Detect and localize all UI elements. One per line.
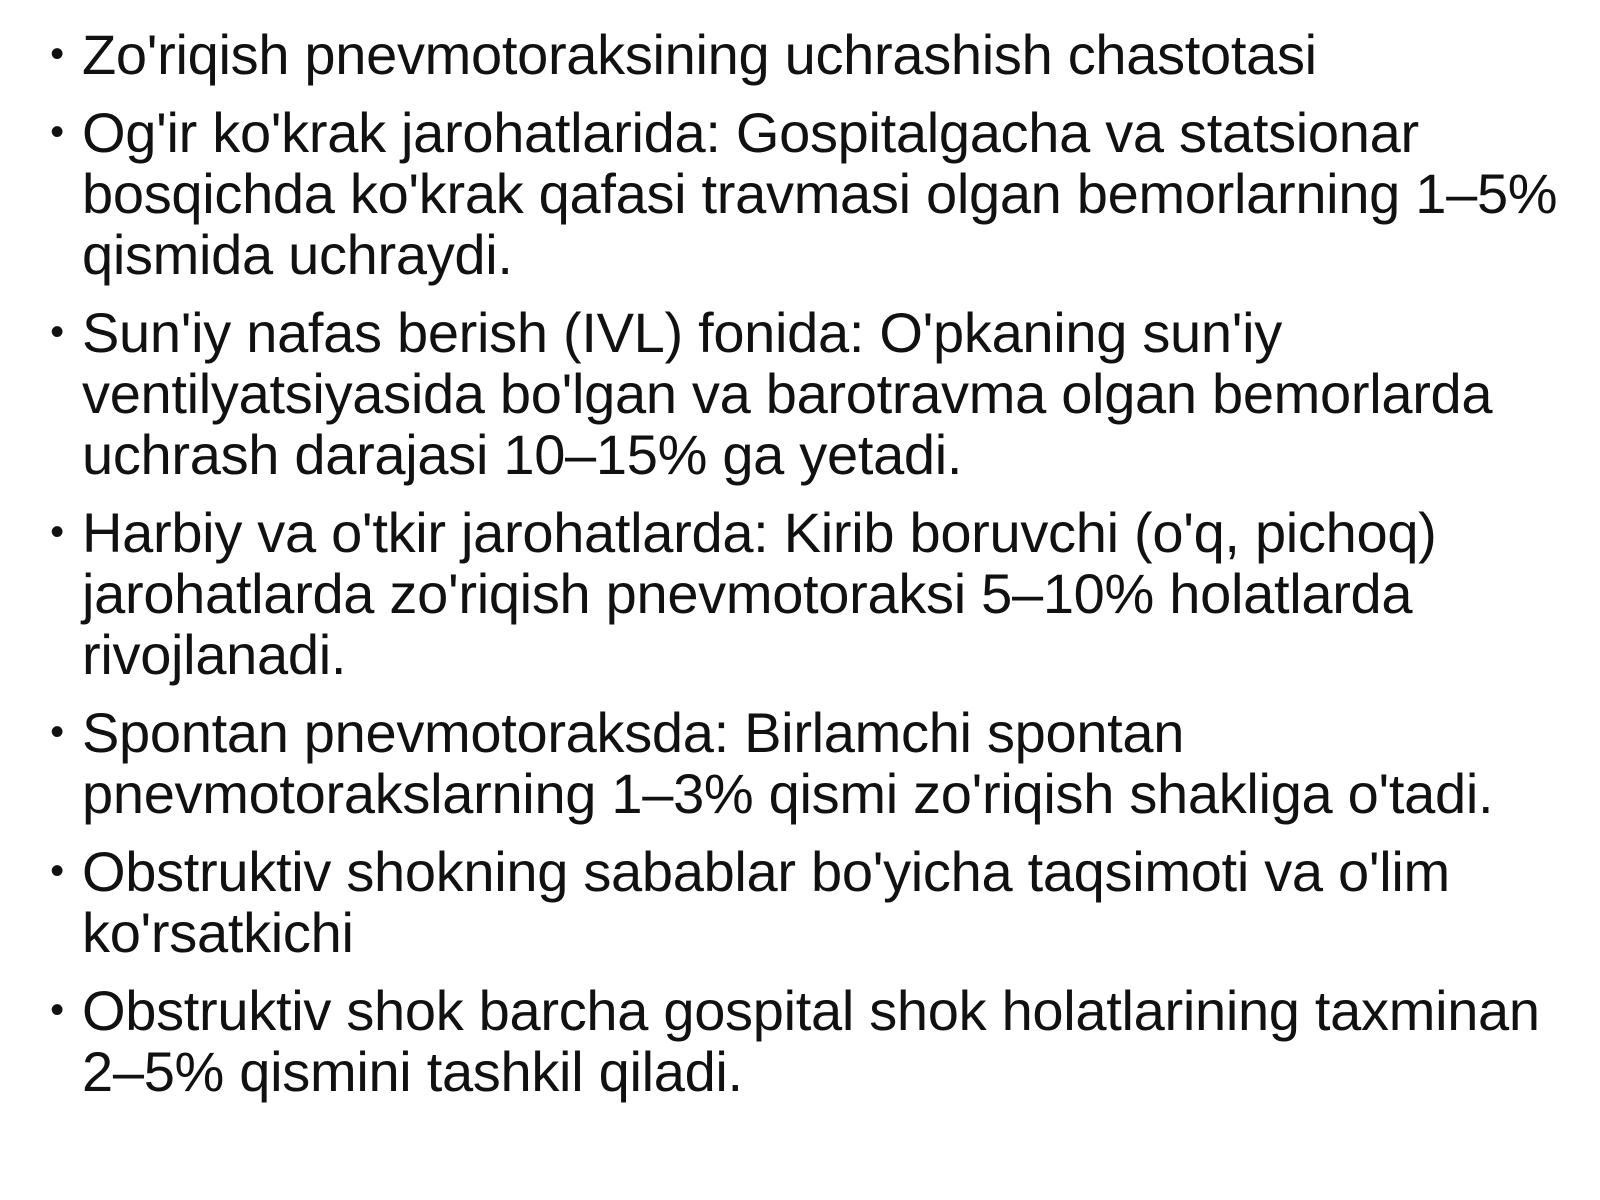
list-item xyxy=(40,980,1560,1102)
list-item xyxy=(40,841,1560,963)
bullet-icon: • xyxy=(50,32,64,76)
bullet-text: Og'ir ko'krak jarohatlarida: Gospitalgacha va statsionar bosqichda ko'krak qafasi travmasi olgan bemorlarning 1–5% qismida uchraydi. xyxy=(82,101,1558,286)
bullet-icon: • xyxy=(50,849,64,893)
list-item xyxy=(40,24,1560,85)
bullet-text: Zo'riqish pnevmotoraksining uchrashish chastotasi xyxy=(82,23,1317,86)
list-item xyxy=(40,302,1560,485)
bullet-icon: • xyxy=(50,988,64,1032)
bullet-icon: • xyxy=(50,510,64,554)
bullet-text: Sun'iy nafas berish (IVL) fonida: O'pkaning sun'iy ventilyatsiyasida bo'lgan va barotravma olgan bemorlarda uchrash darajasi 10–15% ga yetadi. xyxy=(82,301,1493,486)
list-item xyxy=(40,502,1560,685)
bullet-icon: • xyxy=(50,110,64,154)
bullet-text: Harbiy va o'tkir jarohatlarda: Kirib boruvchi (o'q, pichoq) jarohatlarda zo'riqish pnevmotoraksi 5–10% holatlarda rivojlanadi. xyxy=(82,501,1437,686)
bullet-text: Spontan pnevmotoraksda: Birlamchi spontan pnevmotorakslarning 1–3% qismi zo'riqish shakliga o'tadi. xyxy=(82,701,1494,825)
bullet-list xyxy=(40,24,1560,1102)
bullet-icon: • xyxy=(50,710,64,754)
list-item xyxy=(40,102,1560,285)
list-item xyxy=(40,702,1560,824)
bullet-text: Obstruktiv shokning sabablar bo'yicha taqsimoti va o'lim ko'rsatkichi xyxy=(82,840,1450,964)
bullet-text: Obstruktiv shok barcha gospital shok holatlarining taxminan 2–5% qismini tashkil qiladi. xyxy=(82,979,1540,1103)
bullet-icon: • xyxy=(50,310,64,354)
